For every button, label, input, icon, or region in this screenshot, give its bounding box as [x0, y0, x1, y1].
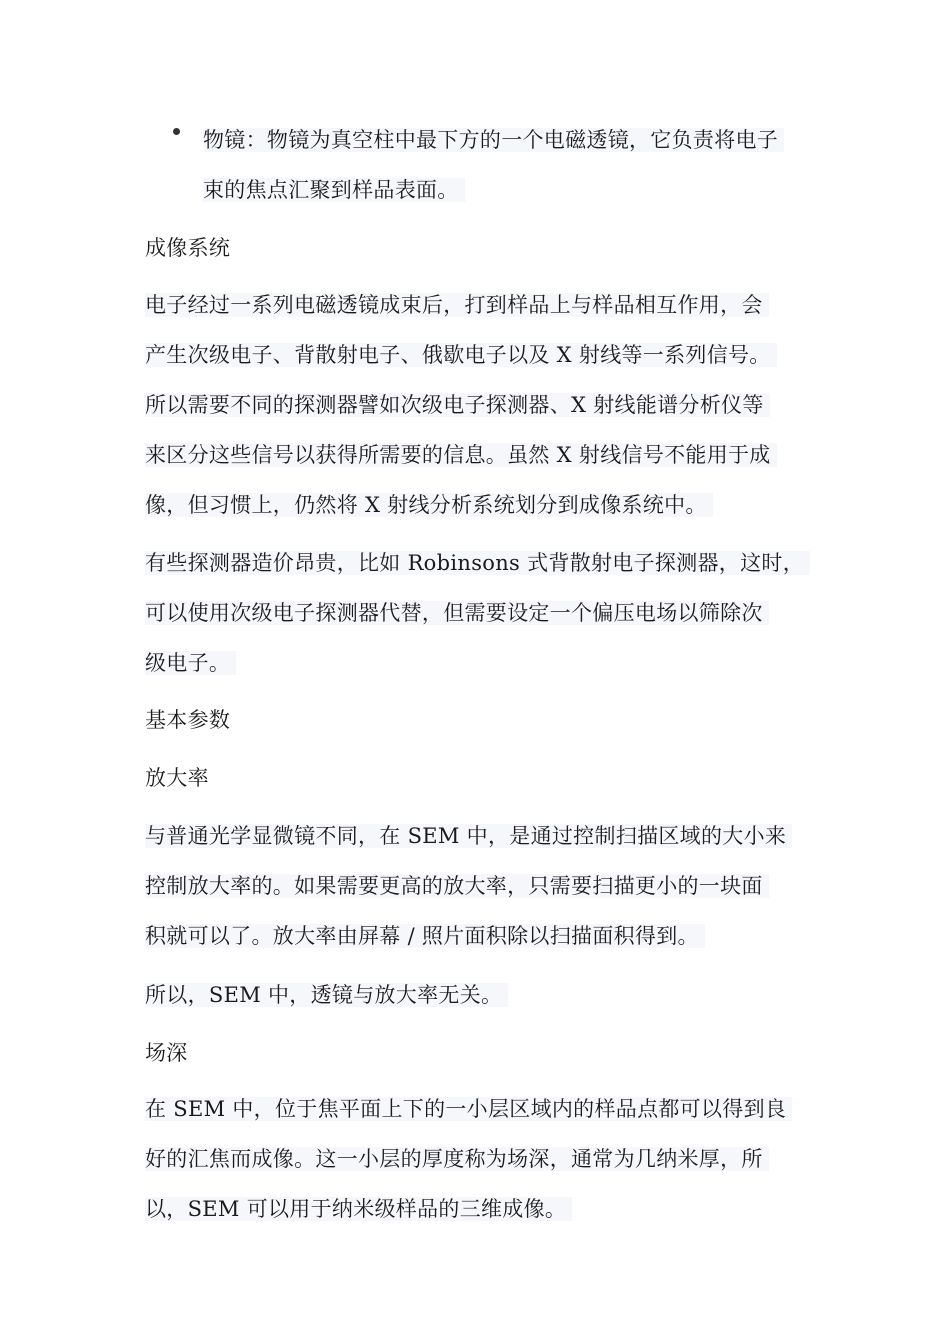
section-heading-imaging: 成像系统	[145, 236, 231, 260]
bullet-text-1: 物镜：物镜为真空柱中最下方的一个电磁透镜，它负责将电子	[203, 128, 784, 152]
bullet-line-2	[203, 175, 465, 205]
paragraph-line	[145, 648, 236, 678]
paragraph-text: 像，但习惯上，仍然将 X 射线分析系统划分到成像系统中。	[145, 493, 713, 517]
paragraph-line	[145, 598, 769, 628]
bullet-dot-icon	[173, 128, 180, 135]
paragraph-text: 在 SEM 中，位于焦平面上下的一小层区域内的样品点都可以得到良	[145, 1097, 792, 1121]
paragraph-text: 产生次级电子、背散射电子、俄歇电子以及 X 射线等一系列信号。	[145, 343, 777, 367]
paragraph-line	[145, 440, 777, 470]
section-heading-dof: 场深	[145, 1041, 188, 1065]
paragraph-line	[145, 490, 713, 520]
paragraph-line	[145, 871, 769, 901]
paragraph-line	[145, 340, 777, 370]
paragraph-text: 电子经过一系列电磁透镜成束后，打到样品上与样品相互作用，会	[145, 293, 769, 317]
paragraph-text: 所以需要不同的探测器譬如次级电子探测器、X 射线能谱分析仪等	[145, 393, 770, 417]
bullet-line-1	[203, 125, 784, 155]
paragraph-text: 积就可以了。放大率由屏幕 / 照片面积除以扫描面积得到。	[145, 924, 705, 948]
paragraph-text: 有些探测器造价昂贵，比如 Robinsons 式背散射电子探测器，这时，	[145, 551, 810, 575]
paragraph-text: 控制放大率的。如果需要更高的放大率，只需要扫描更小的一块面	[145, 874, 769, 898]
section-heading-params: 基本参数	[145, 708, 231, 732]
paragraph-line	[145, 548, 810, 578]
paragraph-line	[145, 1144, 769, 1174]
paragraph-line	[145, 1194, 572, 1224]
paragraph-text: 与普通光学显微镜不同，在 SEM 中，是通过控制扫描区域的大小来	[145, 824, 792, 848]
paragraph-text: 以，SEM 可以用于纳米级样品的三维成像。	[145, 1197, 572, 1221]
paragraph-line	[145, 390, 770, 420]
bullet-text-2: 束的焦点汇聚到样品表面。	[203, 178, 465, 202]
paragraph-text: 来区分这些信号以获得所需要的信息。虽然 X 射线信号不能用于成	[145, 443, 777, 467]
paragraph-text: 所以，SEM 中，透镜与放大率无关。	[145, 983, 508, 1007]
paragraph-text: 可以使用次级电子探测器代替，但需要设定一个偏压电场以筛除次	[145, 601, 769, 625]
paragraph-text: 好的汇焦而成像。这一小层的厚度称为场深，通常为几纳米厚，所	[145, 1147, 769, 1171]
paragraph-text: 级电子。	[145, 651, 236, 675]
paragraph-line	[145, 1094, 792, 1124]
paragraph-line	[145, 821, 792, 851]
section-heading-magnification: 放大率	[145, 766, 209, 790]
paragraph-line	[145, 980, 508, 1010]
paragraph-line	[145, 290, 769, 320]
paragraph-line	[145, 921, 705, 951]
